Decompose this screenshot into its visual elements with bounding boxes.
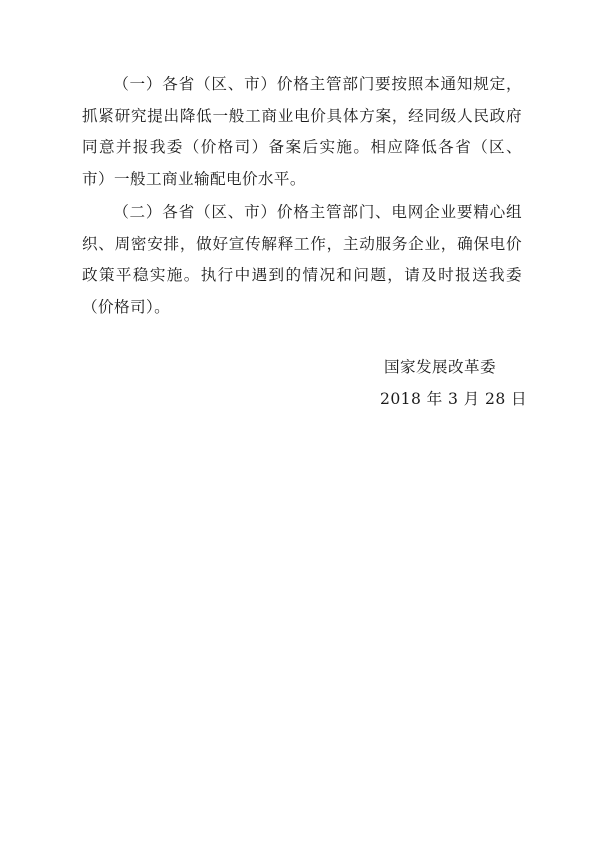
issue-date: 2018 年 3 月 28 日 [380, 389, 528, 408]
signature-block [380, 352, 564, 415]
paragraph-one: （一）各省（区、市）价格主管部门要按照本通知规定，抓紧研究提出降低一般工商业电价具体方案，经同级人民政府同意并报我委（价格司）备案后实施。相应降低各省（区、市）一般工商业输配电价水平。 [82, 75, 522, 188]
document-body [82, 69, 522, 325]
paragraph-two: （二）各省（区、市）价格主管部门、电网企业要精心组织、周密安排，做好宣传解释工作，主动服务企业，确保电价政策平稳实施。执行中遇到的情况和问题，请及时报送我委（价格司）。 [82, 203, 522, 316]
issuing-organization: 国家发展改革委 [384, 358, 496, 376]
